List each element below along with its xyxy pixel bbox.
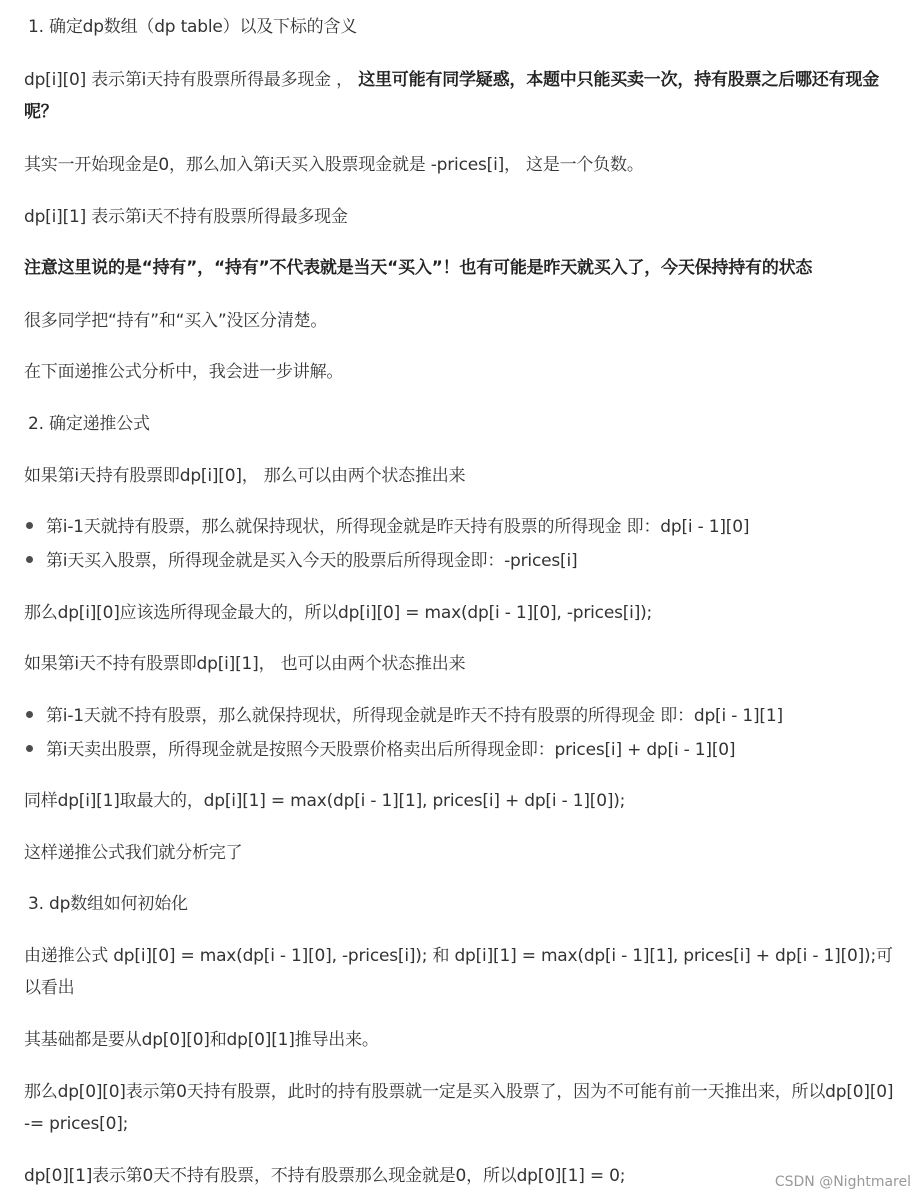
bullet-dot xyxy=(26,745,33,752)
paragraph-dp-1-formula: 同样dp[i][1]取最大的，dp[i][1] = max(dp[i - 1][1], prices[i] + dp[i - 1][0]); xyxy=(24,791,626,811)
paragraph-dp-0-normal: dp[i][0] 表示第i天持有股票所得最多现金 ， xyxy=(24,70,353,90)
paragraph-dp-1-meaning: dp[i][1] 表示第i天不持有股票所得最多现金 xyxy=(24,207,348,227)
paragraph-base-cases: 其基础都是要从dp[0][0]和dp[0][1]推导出来。 xyxy=(24,1030,379,1050)
paragraph-hold-states: 如果第i天持有股票即dp[i][0]， 那么可以由两个状态推出来 xyxy=(24,466,466,486)
paragraph-dp-0-formula: 那么dp[i][0]应该选所得现金最大的，所以dp[i][0] = max(dp[i - 1][0], -prices[i]); xyxy=(24,603,653,623)
paragraph-dp-00-init: 那么dp[0][0]表示第0天持有股票，此时的持有股票就一定是买入股票了，因为不可能有前一天推出来，所以dp[0][0] -= prices[0]; xyxy=(24,1082,894,1134)
paragraph-dp-0-meaning xyxy=(24,64,904,128)
paragraph-not-hold-states: 如果第i天不持有股票即dp[i][1]， 也可以由两个状态推出来 xyxy=(24,654,466,674)
paragraph-dp-0-bold: 这里可能有同学疑惑，本题中只能买卖一次，持有股票之后哪还有现金呢？ xyxy=(24,70,880,122)
paragraph-hold-note: 注意这里说的是“持有”，“持有”不代表就是当天“买入”！也有可能是昨天就买入了，今天保持持有的状态 xyxy=(24,258,813,278)
bullet-dot xyxy=(26,522,33,529)
paragraph-further-explain: 在下面递推公式分析中，我会进一步讲解。 xyxy=(24,362,344,382)
csdn-watermark: CSDN @Nightmarel xyxy=(774,1174,911,1190)
section-1-heading: 1. 确定dp数组（dp table）以及下标的含义 xyxy=(28,17,358,37)
bullet-dot xyxy=(26,556,33,563)
section-3-heading: 3. dp数组如何初始化 xyxy=(28,894,188,914)
paragraph-init-from-formula: 由递推公式 dp[i][0] = max(dp[i - 1][0], -prices[i]); 和 dp[i][1] = max(dp[i - 1][1], prices[i] + dp[i - 1][0]);可以看出 xyxy=(24,946,893,998)
bullet-dot xyxy=(26,711,33,718)
list-item: 第i-1天就不持有股票，那么就保持现状，所得现金就是昨天不持有股票的所得现金 即：dp[i - 1][1] xyxy=(46,706,783,726)
paragraph-confusion: 很多同学把“持有”和“买入”没区分清楚。 xyxy=(24,311,328,331)
list-item: 第i天买入股票，所得现金就是买入今天的股票后所得现金即：-prices[i] xyxy=(46,551,578,571)
list-item: 第i-1天就持有股票，那么就保持现状，所得现金就是昨天持有股票的所得现金 即：dp[i - 1][0] xyxy=(46,517,750,537)
list-item: 第i天卖出股票，所得现金就是按照今天股票价格卖出后所得现金即：prices[i] + dp[i - 1][0] xyxy=(46,740,736,760)
paragraph-initial-cash: 其实一开始现金是0，那么加入第i天买入股票现金就是 -prices[i]， 这是一个负数。 xyxy=(24,155,644,175)
paragraph-formula-done: 这样递推公式我们就分析完了 xyxy=(24,843,243,863)
section-2-heading: 2. 确定递推公式 xyxy=(28,414,150,434)
paragraph-dp-01-init: dp[0][1]表示第0天不持有股票，不持有股票那么现金就是0，所以dp[0][1] = 0; xyxy=(24,1166,626,1186)
